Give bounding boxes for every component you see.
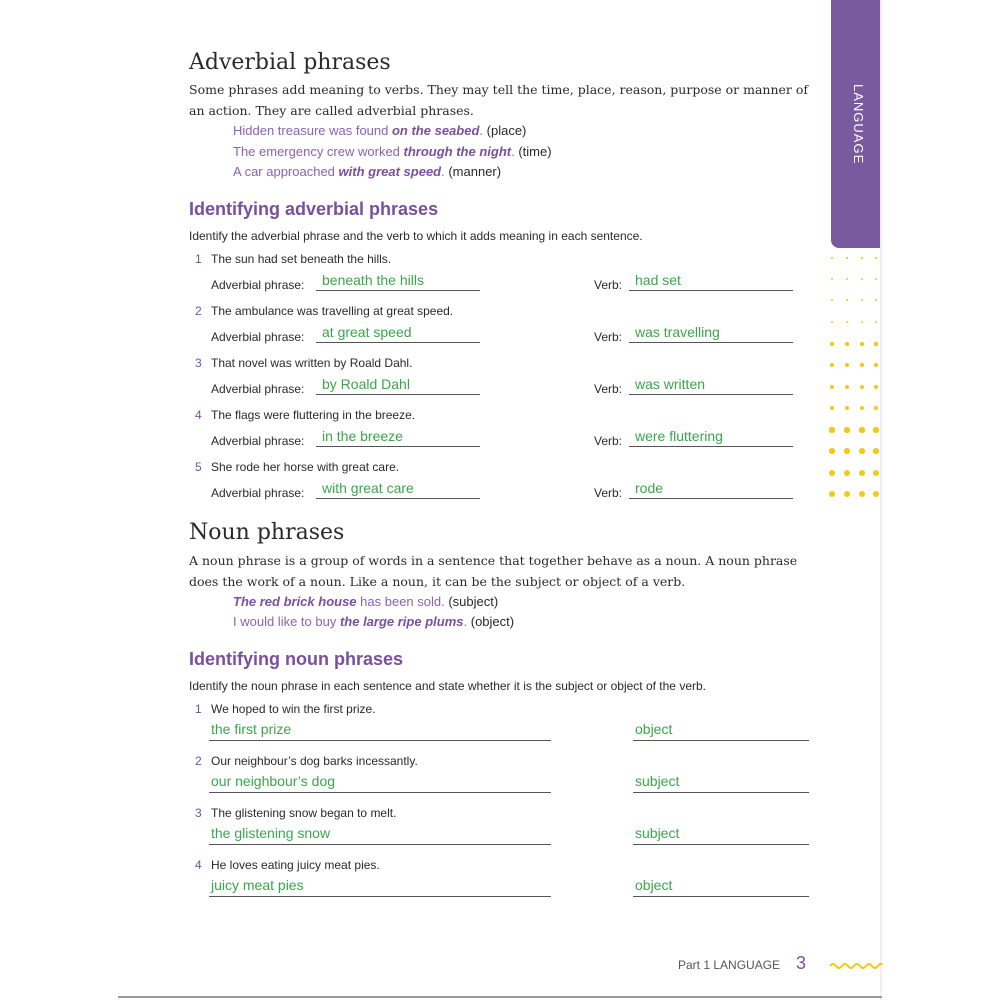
adverbial-phrase-label: Adverbial phrase: [211, 330, 305, 344]
decorative-dot [844, 470, 850, 476]
decorative-dot [859, 491, 865, 497]
answer-line [316, 498, 480, 499]
decorative-dot [829, 470, 835, 476]
footer-section: Part 1 LANGUAGE [678, 958, 781, 972]
answer-line [629, 446, 793, 447]
verb-label: Verb: [594, 330, 623, 344]
adverbial-phrase-label: Adverbial phrase: [211, 486, 305, 500]
verb-label: Verb: [594, 278, 623, 292]
answer-line [633, 740, 809, 741]
item-sentence: The sun had set beneath the hills. [211, 252, 392, 266]
decorative-dot [845, 363, 849, 367]
answer-line [209, 844, 551, 845]
item-number: 2 [195, 754, 202, 768]
decorative-dot [874, 385, 878, 389]
answer-line [633, 792, 809, 793]
noun-phrase-answer[interactable]: juicy meat pies [211, 877, 304, 893]
decorative-dot [829, 427, 834, 432]
decorative-dot [861, 278, 863, 280]
verb-answer[interactable]: had set [635, 272, 681, 288]
page-bottom-rule [118, 996, 882, 998]
decorative-dot [846, 257, 848, 259]
noun-intro: A noun phrase is a group of words in a sentence that together behave as a noun. A noun phrase does the work of a noun. Like a noun, it can be the subject or object of a verb. [189, 553, 798, 589]
adverbial-phrase-label: Adverbial phrase: [211, 434, 305, 448]
decorative-dot [831, 299, 833, 301]
decorative-dot [874, 363, 878, 367]
verb-answer[interactable]: was travelling [635, 324, 720, 340]
decorative-dot [859, 470, 865, 476]
adverbial-phrase-answer[interactable]: beneath the hills [322, 272, 424, 288]
example-phrase: on the seabed [391, 123, 480, 138]
example-text: Hidden treasure was found [233, 123, 392, 138]
verb-label: Verb: [594, 434, 623, 448]
adverbial-phrase-label: Adverbial phrase: [211, 382, 305, 396]
heading-adverbial-phrases: Adverbial phrases [189, 50, 391, 75]
answer-line [629, 498, 793, 499]
decorative-dot [846, 321, 849, 324]
noun-phrase-answer[interactable]: the glistening snow [211, 825, 331, 841]
decorative-dot [873, 427, 878, 432]
answer-line [633, 896, 809, 897]
role-answer[interactable]: object [635, 877, 673, 893]
example-text: . [463, 614, 468, 629]
example-text: . [511, 144, 515, 159]
item-sentence: He loves eating juicy meat pies. [211, 858, 380, 872]
decorative-dot [830, 406, 835, 411]
decorative-dot [861, 257, 863, 259]
decorative-dot [829, 491, 835, 497]
item-number: 2 [195, 304, 202, 318]
adverbial-example-2 [233, 144, 552, 159]
answer-line [209, 740, 551, 741]
adverbial-phrase-answer[interactable]: in the breeze [322, 428, 403, 444]
decorative-dot [873, 448, 879, 454]
answer-line [629, 342, 793, 343]
item-sentence: We hoped to win the first prize. [211, 702, 376, 716]
verb-label: Verb: [594, 382, 623, 396]
decorative-dot [844, 427, 849, 432]
item-number: 1 [195, 702, 202, 716]
noun-phrase-answer[interactable]: the first prize [211, 721, 292, 737]
decorative-dot [874, 406, 879, 411]
verb-answer[interactable]: rode [635, 480, 664, 496]
verb-answer[interactable]: were fluttering [635, 428, 723, 444]
noun-instruction: Identify the noun phrase in each sentence and state whether it is the subject or object of the verb. [189, 679, 706, 693]
decorative-dot [861, 299, 863, 301]
decorative-dot [861, 321, 864, 324]
verb-label: Verb: [594, 486, 623, 500]
item-sentence: That novel was written by Roald Dahl. [211, 356, 413, 370]
item-sentence: She rode her horse with great care. [211, 460, 400, 474]
example-phrase: with great speed [338, 164, 442, 179]
example-tag: (time) [514, 144, 552, 159]
answer-line [316, 446, 480, 447]
adverbial-example-1 [233, 123, 526, 138]
role-answer[interactable]: subject [635, 773, 680, 789]
noun-example-1 [233, 594, 498, 609]
item-number: 4 [195, 408, 202, 422]
decorative-dot [830, 385, 834, 389]
page-number: 3 [796, 953, 807, 973]
adverbial-instruction: Identify the adverbial phrase and the verb to which it adds meaning in each sentence. [189, 229, 643, 243]
decorative-dot [873, 491, 879, 497]
role-answer[interactable]: object [635, 721, 673, 737]
decorative-dot [875, 299, 877, 301]
decorative-dot [844, 448, 850, 454]
item-sentence: Our neighbour’s dog barks incessantly. [211, 754, 418, 768]
decorative-dot [873, 470, 879, 476]
decorative-dot [829, 448, 835, 454]
noun-phrase-answer[interactable]: our neighbour’s dog [211, 773, 336, 789]
decorative-dot [860, 363, 864, 367]
item-number: 1 [195, 252, 202, 266]
decorative-dot [875, 278, 877, 280]
verb-answer[interactable]: was written [635, 376, 706, 392]
adverbial-phrase-answer[interactable]: with great care [322, 480, 414, 496]
decorative-dot [846, 299, 848, 301]
example-text: has been sold. [356, 594, 445, 609]
example-phrase: through the night [403, 144, 512, 159]
decorative-dot [846, 278, 848, 280]
adverbial-example-3 [233, 164, 501, 179]
decorative-dots [825, 250, 881, 500]
example-tag: (object) [467, 614, 515, 629]
item-number: 3 [195, 356, 202, 370]
decorative-dot [859, 427, 864, 432]
example-phrase: the large ripe plums [339, 614, 464, 629]
item-sentence: The glistening snow began to melt. [211, 806, 397, 820]
role-answer[interactable]: subject [635, 825, 680, 841]
decorative-dot [830, 342, 833, 345]
decorative-dot [831, 321, 834, 324]
adverbial-phrase-label: Adverbial phrase: [211, 278, 305, 292]
decorative-dot [831, 257, 833, 259]
decorative-dot [874, 342, 877, 345]
example-text: . [441, 164, 445, 179]
example-tag: (place) [483, 123, 527, 138]
answer-line [633, 844, 809, 845]
adverbial-phrase-answer[interactable]: by Roald Dahl [322, 376, 410, 392]
decorative-dot [875, 321, 878, 324]
page-edge [880, 0, 882, 1000]
decorative-dot [860, 406, 865, 411]
item-sentence: The flags were fluttering in the breeze. [211, 408, 416, 422]
heading-identifying-noun: Identifying noun phrases [189, 649, 404, 669]
answer-line [629, 394, 793, 395]
wave-decoration [829, 960, 883, 970]
item-sentence: The ambulance was travelling at great speed. [211, 304, 454, 318]
item-number: 3 [195, 806, 202, 820]
heading-noun-phrases: Noun phrases [189, 520, 345, 545]
example-tag: (manner) [444, 164, 502, 179]
answer-line [209, 792, 551, 793]
decorative-dot [845, 342, 848, 345]
example-text: . [479, 123, 484, 138]
example-text: I would like to buy [233, 614, 340, 629]
adverbial-phrase-answer[interactable]: at great speed [322, 324, 412, 340]
item-number: 5 [195, 460, 202, 474]
answer-line [316, 290, 480, 291]
decorative-dot [875, 257, 877, 259]
noun-example-2 [233, 614, 514, 629]
decorative-dot [860, 342, 863, 345]
decorative-dot [830, 363, 834, 367]
example-text: The emergency crew worked [233, 144, 404, 159]
decorative-dot [845, 385, 849, 389]
adverbial-intro: Some phrases add meaning to verbs. They may tell the time, place, reason, purpose or manner of an action. They are called adverbial phrases. [189, 82, 809, 118]
decorative-dot [859, 448, 865, 454]
decorative-dot [845, 406, 850, 411]
section-tab-label: LANGUAGE [851, 84, 866, 165]
decorative-dot [844, 491, 850, 497]
answer-line [629, 290, 793, 291]
decorative-dot [860, 385, 864, 389]
item-number: 4 [195, 858, 202, 872]
example-tag: (subject) [444, 594, 499, 609]
example-phrase: The red brick house [233, 594, 357, 609]
heading-identifying-adverbial: Identifying adverbial phrases [189, 199, 439, 219]
example-text: A car approached [233, 164, 339, 179]
answer-line [316, 342, 480, 343]
decorative-dot [831, 278, 833, 280]
answer-line [209, 896, 551, 897]
answer-line [316, 394, 480, 395]
